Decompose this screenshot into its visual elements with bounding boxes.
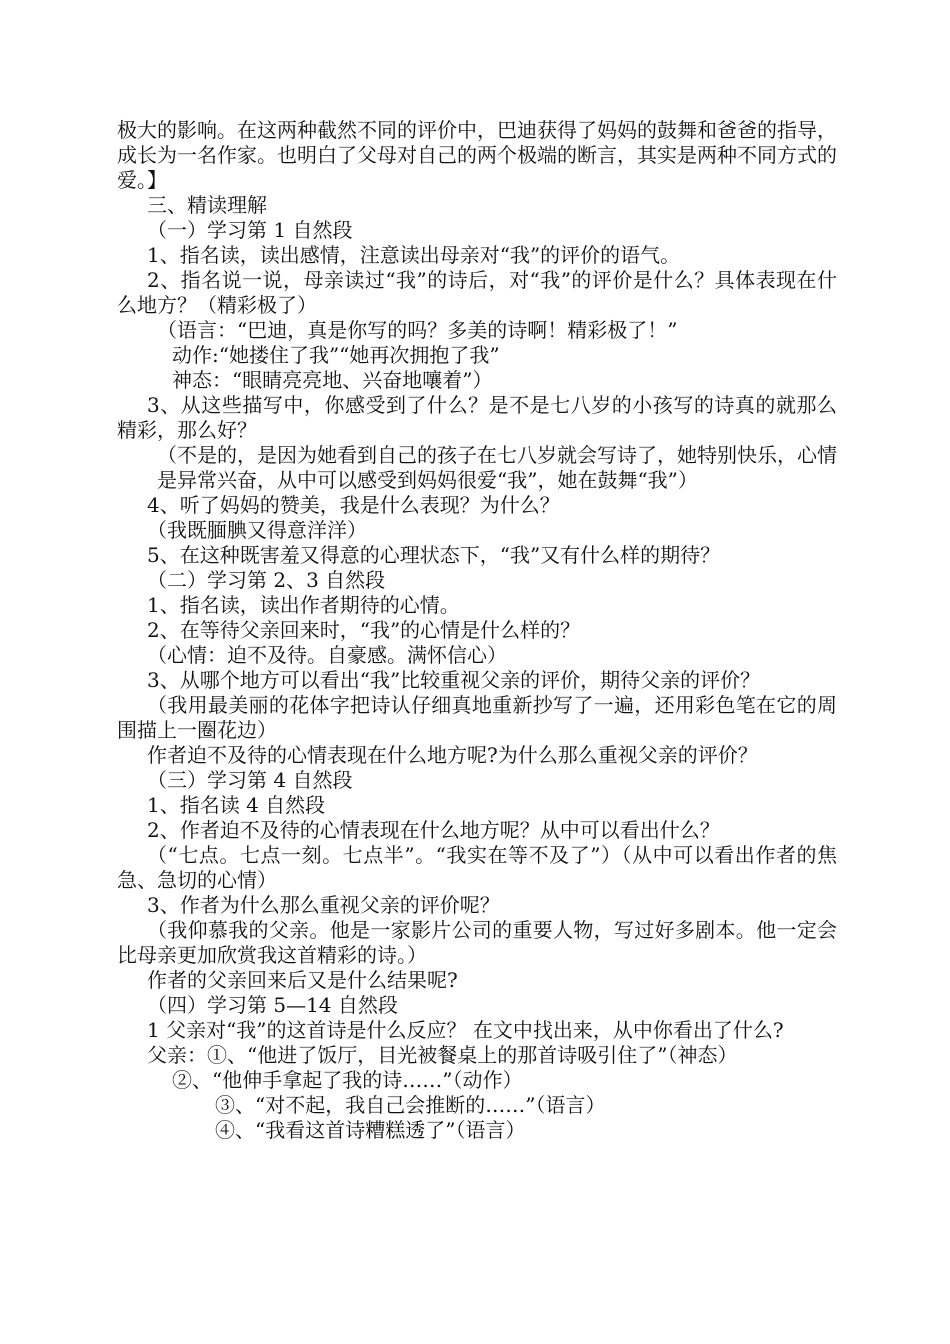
answer-paragraph: （我既腼腆又得意洋洋） xyxy=(147,518,367,542)
answer-paragraph: 神态：“眼睛亮亮地、兴奋地嚷着”） xyxy=(172,368,493,392)
father-reaction-line: 父亲：①、“他进了饭厅，目光被餐桌上的那首诗吸引住了”（神态） xyxy=(147,1043,738,1067)
father-reaction-line: ②、“他伸手拿起了我的诗……”（动作） xyxy=(172,1068,523,1092)
answer-paragraph: （“七点。七点一刻。七点半”。“我实在等不及了”）（从中可以看出作者的焦急、急切的心情） xyxy=(117,843,837,892)
question-paragraph: 作者的父亲回来后又是什么结果呢? xyxy=(147,968,458,992)
subsection-title-4: （四）学习第 5—14 自然段 xyxy=(147,993,398,1017)
intro-paragraph: 极大的影响。在这两种截然不同的评价中，巴迪获得了妈妈的鼓舞和爸爸的指导，成长为一名作家。也明白了父母对自己的两个极端的断言，其实是两种不同方式的爱。】 xyxy=(117,118,837,192)
answer-paragraph: （心情：迫不及待。自豪感。满怀信心） xyxy=(147,643,507,667)
subsection-title-3: （三）学习第 4 自然段 xyxy=(147,768,353,792)
section-heading: 三、精读理解 xyxy=(147,193,267,217)
question-paragraph: 3、作者为什么那么重视父亲的评价呢？ xyxy=(147,893,500,917)
question-paragraph: 2、在等待父亲回来时，“我”的心情是什么样的？ xyxy=(147,618,581,642)
question-paragraph: 3、从哪个地方可以看出“我”比较重视父亲的评价，期待父亲的评价？ xyxy=(147,668,761,692)
question-paragraph: 2、作者迫不及待的心情表现在什么地方呢？从中可以看出什么？ xyxy=(147,818,720,842)
answer-paragraph: （语言：“巴迪，真是你写的吗？多美的诗啊！精彩极了！” xyxy=(157,318,678,342)
answer-paragraph: （我仰慕我的父亲。他是一家影片公司的重要人物，写过好多剧本。他一定会比母亲更加欣赏我这首精彩的诗。） xyxy=(117,918,837,967)
father-reaction-line: ③、“对不起，我自己会推断的……”（语言） xyxy=(215,1093,606,1117)
question-paragraph: 作者迫不及待的心情表现在什么地方呢?为什么那么重视父亲的评价？ xyxy=(147,743,758,767)
question-paragraph: 1、指名读，读出作者期待的心情。 xyxy=(147,593,460,617)
question-paragraph: 3、从这些描写中，你感受到了什么？是不是七八岁的小孩写的诗真的就那么精彩，那么好？ xyxy=(117,393,837,442)
question-paragraph: 1、指名读 4 自然段 xyxy=(147,793,326,817)
question-paragraph: 1 父亲对“我”的这首诗是什么反应？ 在文中找出来，从中你看出了什么? xyxy=(147,1018,784,1042)
document-body xyxy=(117,118,837,1143)
answer-paragraph: （不是的，是因为她看到自己的孩子在七八岁就会写诗了，她特别快乐，心情是异常兴奋，从中可以感受到妈妈很爱“我”，她在鼓舞“我”） xyxy=(157,443,837,492)
question-paragraph: 2、指名说一说，母亲读过“我”的诗后，对“我”的评价是什么？具体表现在什么地方？（精彩极了） xyxy=(117,268,837,317)
question-paragraph: 1、指名读，读出感情，注意读出母亲对“我”的评价的语气。 xyxy=(147,243,681,267)
answer-paragraph: 动作:“她搂住了我”“她再次拥抱了我” xyxy=(172,343,500,367)
father-reaction-line: ④、“我看这首诗糟糕透了”（语言） xyxy=(215,1118,526,1142)
answer-paragraph: （我用最美丽的花体字把诗认仔细真地重新抄写了一遍，还用彩色笔在它的周围描上一圈花边） xyxy=(117,693,837,742)
subsection-title-2: （二）学习第 2、3 自然段 xyxy=(147,568,386,592)
subsection-title-1: （一）学习第 1 自然段 xyxy=(147,218,353,242)
question-paragraph: 4、听了妈妈的赞美，我是什么表现？为什么？ xyxy=(147,493,560,517)
question-paragraph: 5、在这种既害羞又得意的心理状态下，“我”又有什么样的期待？ xyxy=(147,543,721,567)
